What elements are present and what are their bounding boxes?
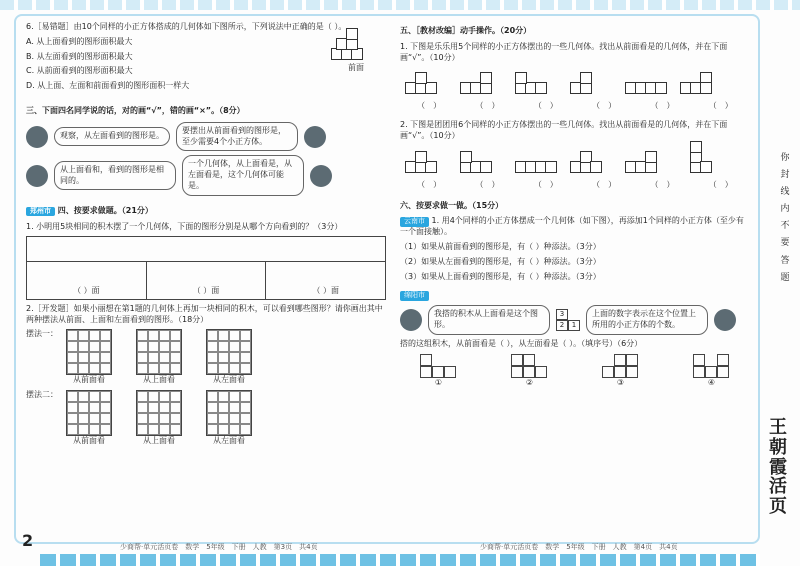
- section-5-title: 五、［教材改编］动手操作。（20分）: [400, 26, 532, 35]
- q6-option-b[interactable]: B. 从左面看到的图形面积最大: [26, 51, 133, 61]
- option-3[interactable]: ③: [616, 377, 625, 387]
- drawing-grid[interactable]: [136, 390, 182, 436]
- student-avatar: [714, 309, 736, 331]
- q6-2-text: 搭的这组积木，从前面看是（ ），从左面看是（ ）。（填序号）（6分）: [400, 338, 643, 348]
- drawing-grid[interactable]: [136, 329, 182, 375]
- q4-2-text: 2.［开发题］如果小丽想在第1题的几何体上再加一块相同的积木，可以看到哪些图形？请你画出其中两种摆法从前面、上面和左面看到的图形。（18分）: [26, 304, 383, 325]
- student-avatar: [26, 165, 48, 187]
- section-3-title: 三、下面四名同学说的话，对的画“√”，错的画“×”。（8分）: [26, 105, 245, 115]
- view-label-left: 从左面看: [213, 374, 245, 384]
- brand-logo: 王朝霞活页: [769, 417, 787, 518]
- view-label-front: 从前面看: [73, 374, 105, 384]
- q6-1-part-3: （3）如果从上面看到的图形是，有（ ）种添法。（3分）: [400, 271, 601, 281]
- footer-left: 少商帮·单元活页卷 数学 5年级 下册 人教 第3页 共4页: [120, 543, 318, 551]
- page-number: 2: [22, 531, 34, 550]
- drawing-grid[interactable]: [206, 390, 252, 436]
- speech-bubble-3: 从上面看和，看到的图形是相同的。: [54, 161, 176, 191]
- view-label-front: 从前面看: [73, 435, 105, 445]
- left-column: [26, 22, 386, 447]
- q6-1-text: 1. 用4个同样的小正方体摆成一个几何体（如下图），再添加1个同样的小正方体（至少有一个面接触）。: [400, 216, 744, 237]
- bottom-decoration: [40, 554, 760, 566]
- arrangement-1-label: 摆法一：: [26, 328, 58, 338]
- q4-1-text: 1. 小明用5块相同的积木摆了一个几何体，下面的图形分别是从哪个方向看到的？（3分）: [26, 221, 343, 231]
- view-answer-2[interactable]: （ ）面: [147, 262, 267, 299]
- q6-1-part-2: （2）如果从左面看到的图形是，有（ ）种添法。（3分）: [400, 256, 601, 266]
- top-decoration: [0, 0, 800, 10]
- q6-option-d[interactable]: D. 从上面、左面和前面看到的图形面积一样大: [26, 81, 190, 91]
- number-grid: 3 2 1: [556, 309, 580, 332]
- cube-row-2: [400, 146, 750, 176]
- answer-parens[interactable]: （ ） （ ） （ ） （ ） （ ） （ ）: [417, 179, 733, 189]
- cube-figure: [326, 33, 371, 63]
- speech-bubble-1: 观察，从左面看到的图形是。: [54, 127, 170, 146]
- view-label-top: 从上面看: [143, 374, 175, 384]
- region-tag: 绵阳市: [400, 291, 429, 300]
- speech-bubble-6: 上面的数字表示在这个位置上所用的小正方体的个数。: [586, 305, 708, 335]
- region-tag: 郑州市: [26, 207, 55, 216]
- view-label-left: 从左面看: [213, 435, 245, 445]
- q6-text: 6.［易错题］由10个同样的小正方体搭成的几何体如下图所示，下列说法中正确的是（ ）。: [26, 22, 347, 31]
- section-4-title: 四、按要求做题。（21分）: [57, 205, 153, 215]
- q6-1-part-1: （1）如果从前面看到的图形是，有（ ）种添法。（3分）: [400, 241, 601, 251]
- binding-margin-text: 你 封 线 内 不 要 答 题: [780, 153, 790, 283]
- speech-bubble-2: 要摆出从前面看到的图形是，至少需要4个小正方体。: [176, 122, 298, 152]
- q6-option-c[interactable]: C. 从前面看到的图形面积最大: [26, 66, 133, 76]
- option-1[interactable]: ①: [434, 377, 443, 387]
- view-answer-1[interactable]: （ ）面: [27, 262, 147, 299]
- section-6-title: 六、按要求做一做。（15分）: [400, 200, 504, 210]
- q6-option-a[interactable]: A. 从上面看到的图形面积最大: [26, 36, 133, 46]
- drawing-grid[interactable]: [66, 329, 112, 375]
- footer-right: 少商帮·单元活页卷 数学 5年级 下册 人教 第4页 共4页: [480, 543, 678, 551]
- q5-1-text: 1. 下图是乐乐用5个同样的小正方体摆出的一些几何体。找出从前面看是的几何体，并在下面画“√”。（10分）: [400, 41, 728, 62]
- region-tag: 云南市: [400, 217, 429, 226]
- student-avatar: [400, 309, 422, 331]
- speech-bubble-5: 我搭的积木从上面看是这个图形。: [428, 305, 550, 335]
- view-answer-3[interactable]: （ ）面: [312, 286, 339, 296]
- option-figures: [400, 354, 750, 389]
- right-column: [400, 22, 750, 388]
- option-2[interactable]: ②: [525, 377, 534, 387]
- view-table: [26, 236, 386, 300]
- student-avatar: [26, 126, 48, 148]
- student-avatar: [310, 165, 332, 187]
- answer-parens[interactable]: （ ） （ ） （ ） （ ） （ ） （ ）: [417, 101, 733, 111]
- option-4[interactable]: ④: [707, 377, 716, 387]
- drawing-grid[interactable]: [206, 329, 252, 375]
- arrangement-2-label: 摆法二：: [26, 389, 58, 399]
- front-label: 前面: [348, 62, 364, 72]
- student-avatar: [304, 126, 326, 148]
- drawing-grid[interactable]: [66, 390, 112, 436]
- q5-2-text: 2. 下图是团团用6个同样的小正方体摆出的一些几何体。找出从前面看是的几何体，并在下面画“√”。（10分）: [400, 120, 728, 140]
- cube-row-1: [400, 67, 750, 97]
- view-label-top: 从上面看: [143, 435, 175, 445]
- speech-bubble-4: 一个几何体，从上面看是，从左面看是，这个几何体可能是。: [182, 155, 304, 195]
